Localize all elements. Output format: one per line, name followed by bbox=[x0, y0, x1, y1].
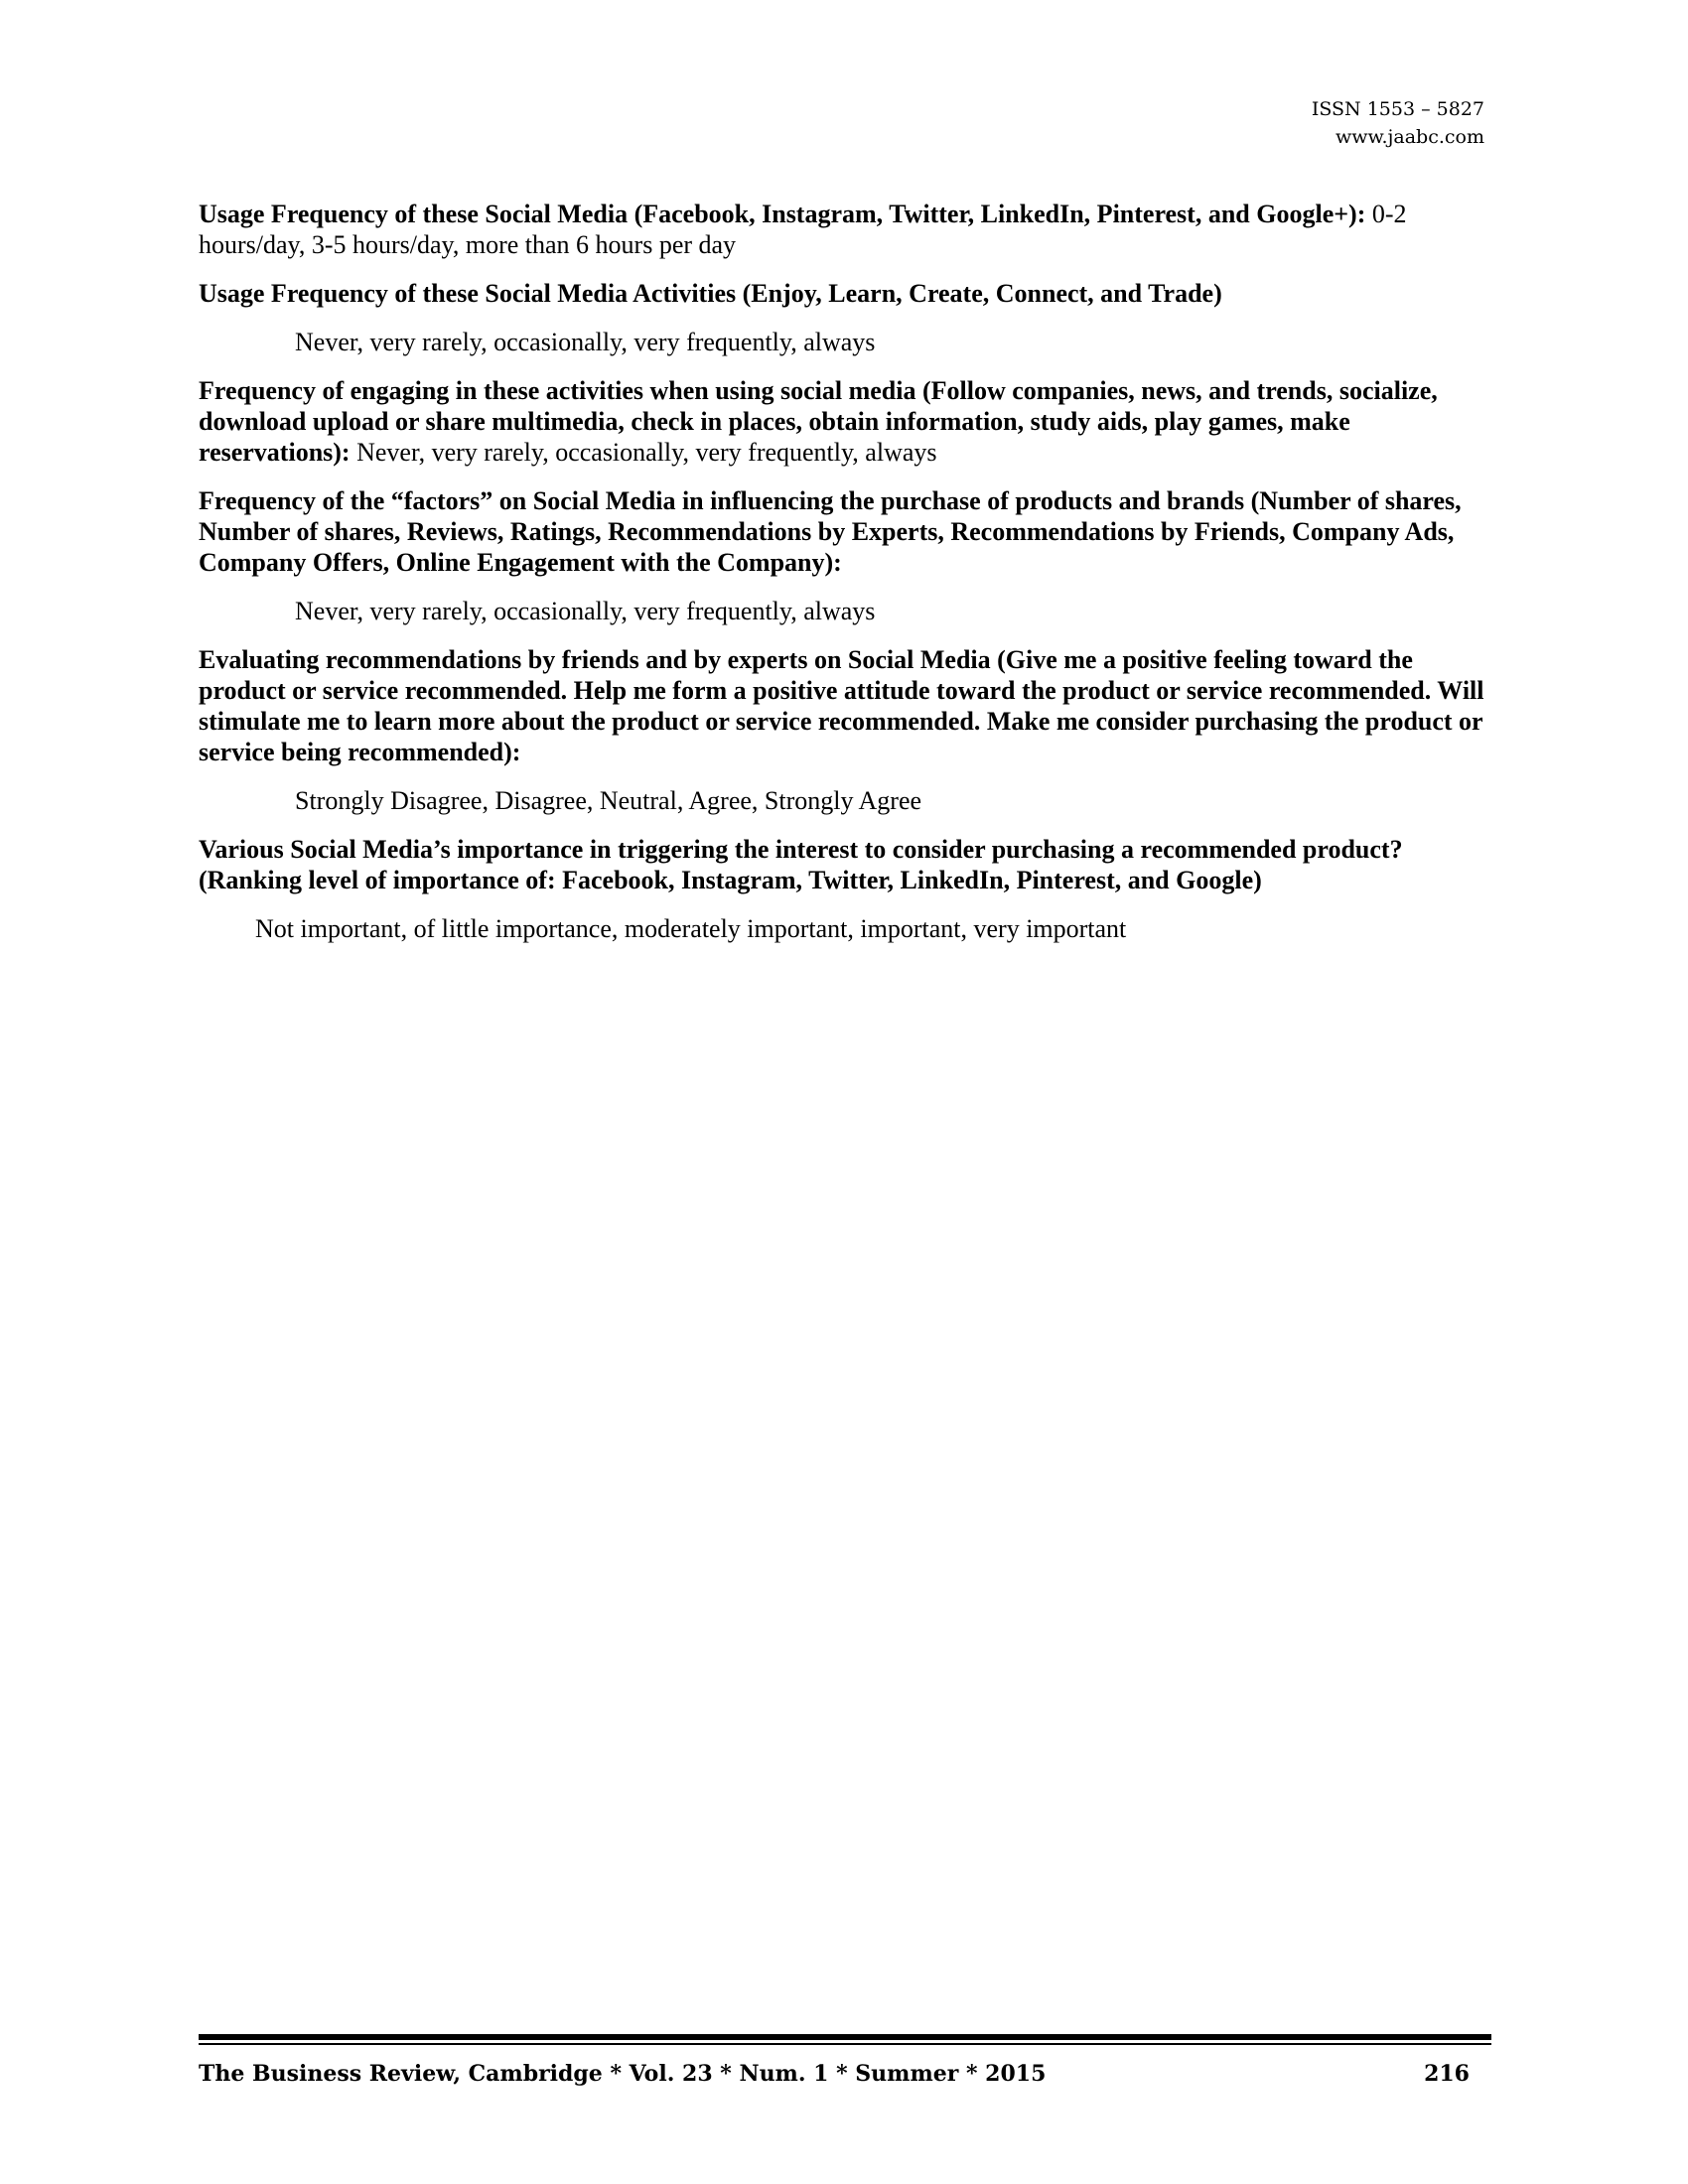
survey-answer-1: 0-2 hours/day, 3-5 hours/day, more than 6 hours per day bbox=[199, 200, 1407, 259]
survey-question-3: Frequency of engaging in these activities when using social media (Follow companies, news, and trends, socialize, download upload or share multimedia, check in places, obtain information, study aids, play games, make reservations): bbox=[199, 376, 1438, 467]
page-header bbox=[1312, 95, 1484, 151]
survey-item-5 bbox=[199, 644, 1489, 767]
survey-item-2 bbox=[199, 278, 1489, 309]
journal-citation: The Business Review, Cambridge * Vol. 23 * Num. 1 * Summer * 2015 bbox=[199, 2061, 1047, 2087]
page-number: 216 bbox=[1424, 2061, 1470, 2087]
survey-scale-5: Strongly Disagree, Disagree, Neutral, Agree, Strongly Agree bbox=[295, 786, 922, 815]
survey-item-4 bbox=[199, 485, 1489, 578]
survey-question-6: Various Social Media’s importance in triggering the interest to consider purchasing a recommended product? (Ranking level of importance of: Facebook, Instagram, Twitter, LinkedIn, Pinterest, and Google) bbox=[199, 835, 1403, 894]
footer-divider bbox=[199, 2034, 1491, 2045]
questionnaire-content bbox=[199, 199, 1489, 962]
journal-website: www.jaabc.com bbox=[1335, 126, 1484, 148]
survey-scale-2: Never, very rarely, occasionally, very frequently, always bbox=[295, 328, 876, 356]
survey-item-1 bbox=[199, 199, 1489, 260]
issn-number: ISSN 1553 – 5827 bbox=[1311, 98, 1484, 120]
footer-divider-thin bbox=[199, 2043, 1491, 2045]
survey-question-2: Usage Frequency of these Social Media Activities (Enjoy, Learn, Create, Connect, and Trade) bbox=[199, 279, 1222, 308]
survey-question-1: Usage Frequency of these Social Media (Facebook, Instagram, Twitter, LinkedIn, Pinterest, and Google+): bbox=[199, 200, 1366, 228]
footer-divider-thick bbox=[199, 2034, 1491, 2040]
survey-item-3 bbox=[199, 375, 1489, 468]
survey-question-4: Frequency of the “factors” on Social Media in influencing the purchase of products and brands (Number of shares, Number of shares, Reviews, Ratings, Recommendations by Experts, Recommendations by Friends, Company Ads, Company Offers, Online Engagement with the Company): bbox=[199, 486, 1462, 577]
survey-answer-3: Never, very rarely, occasionally, very frequently, always bbox=[350, 438, 937, 467]
survey-item-6 bbox=[199, 834, 1489, 895]
survey-scale-6: Not important, of little importance, moderately important, important, very important bbox=[255, 914, 1127, 943]
page-footer bbox=[199, 2059, 1470, 2089]
survey-scale-4: Never, very rarely, occasionally, very frequently, always bbox=[295, 597, 876, 625]
survey-question-5: Evaluating recommendations by friends and by experts on Social Media (Give me a positive feeling toward the product or service recommended. Help me form a positive attitude toward the product or service recommended. Will stimulate me to learn more about the product or service recommended. Make me consider purchasing the product or service being recommended): bbox=[199, 645, 1484, 766]
